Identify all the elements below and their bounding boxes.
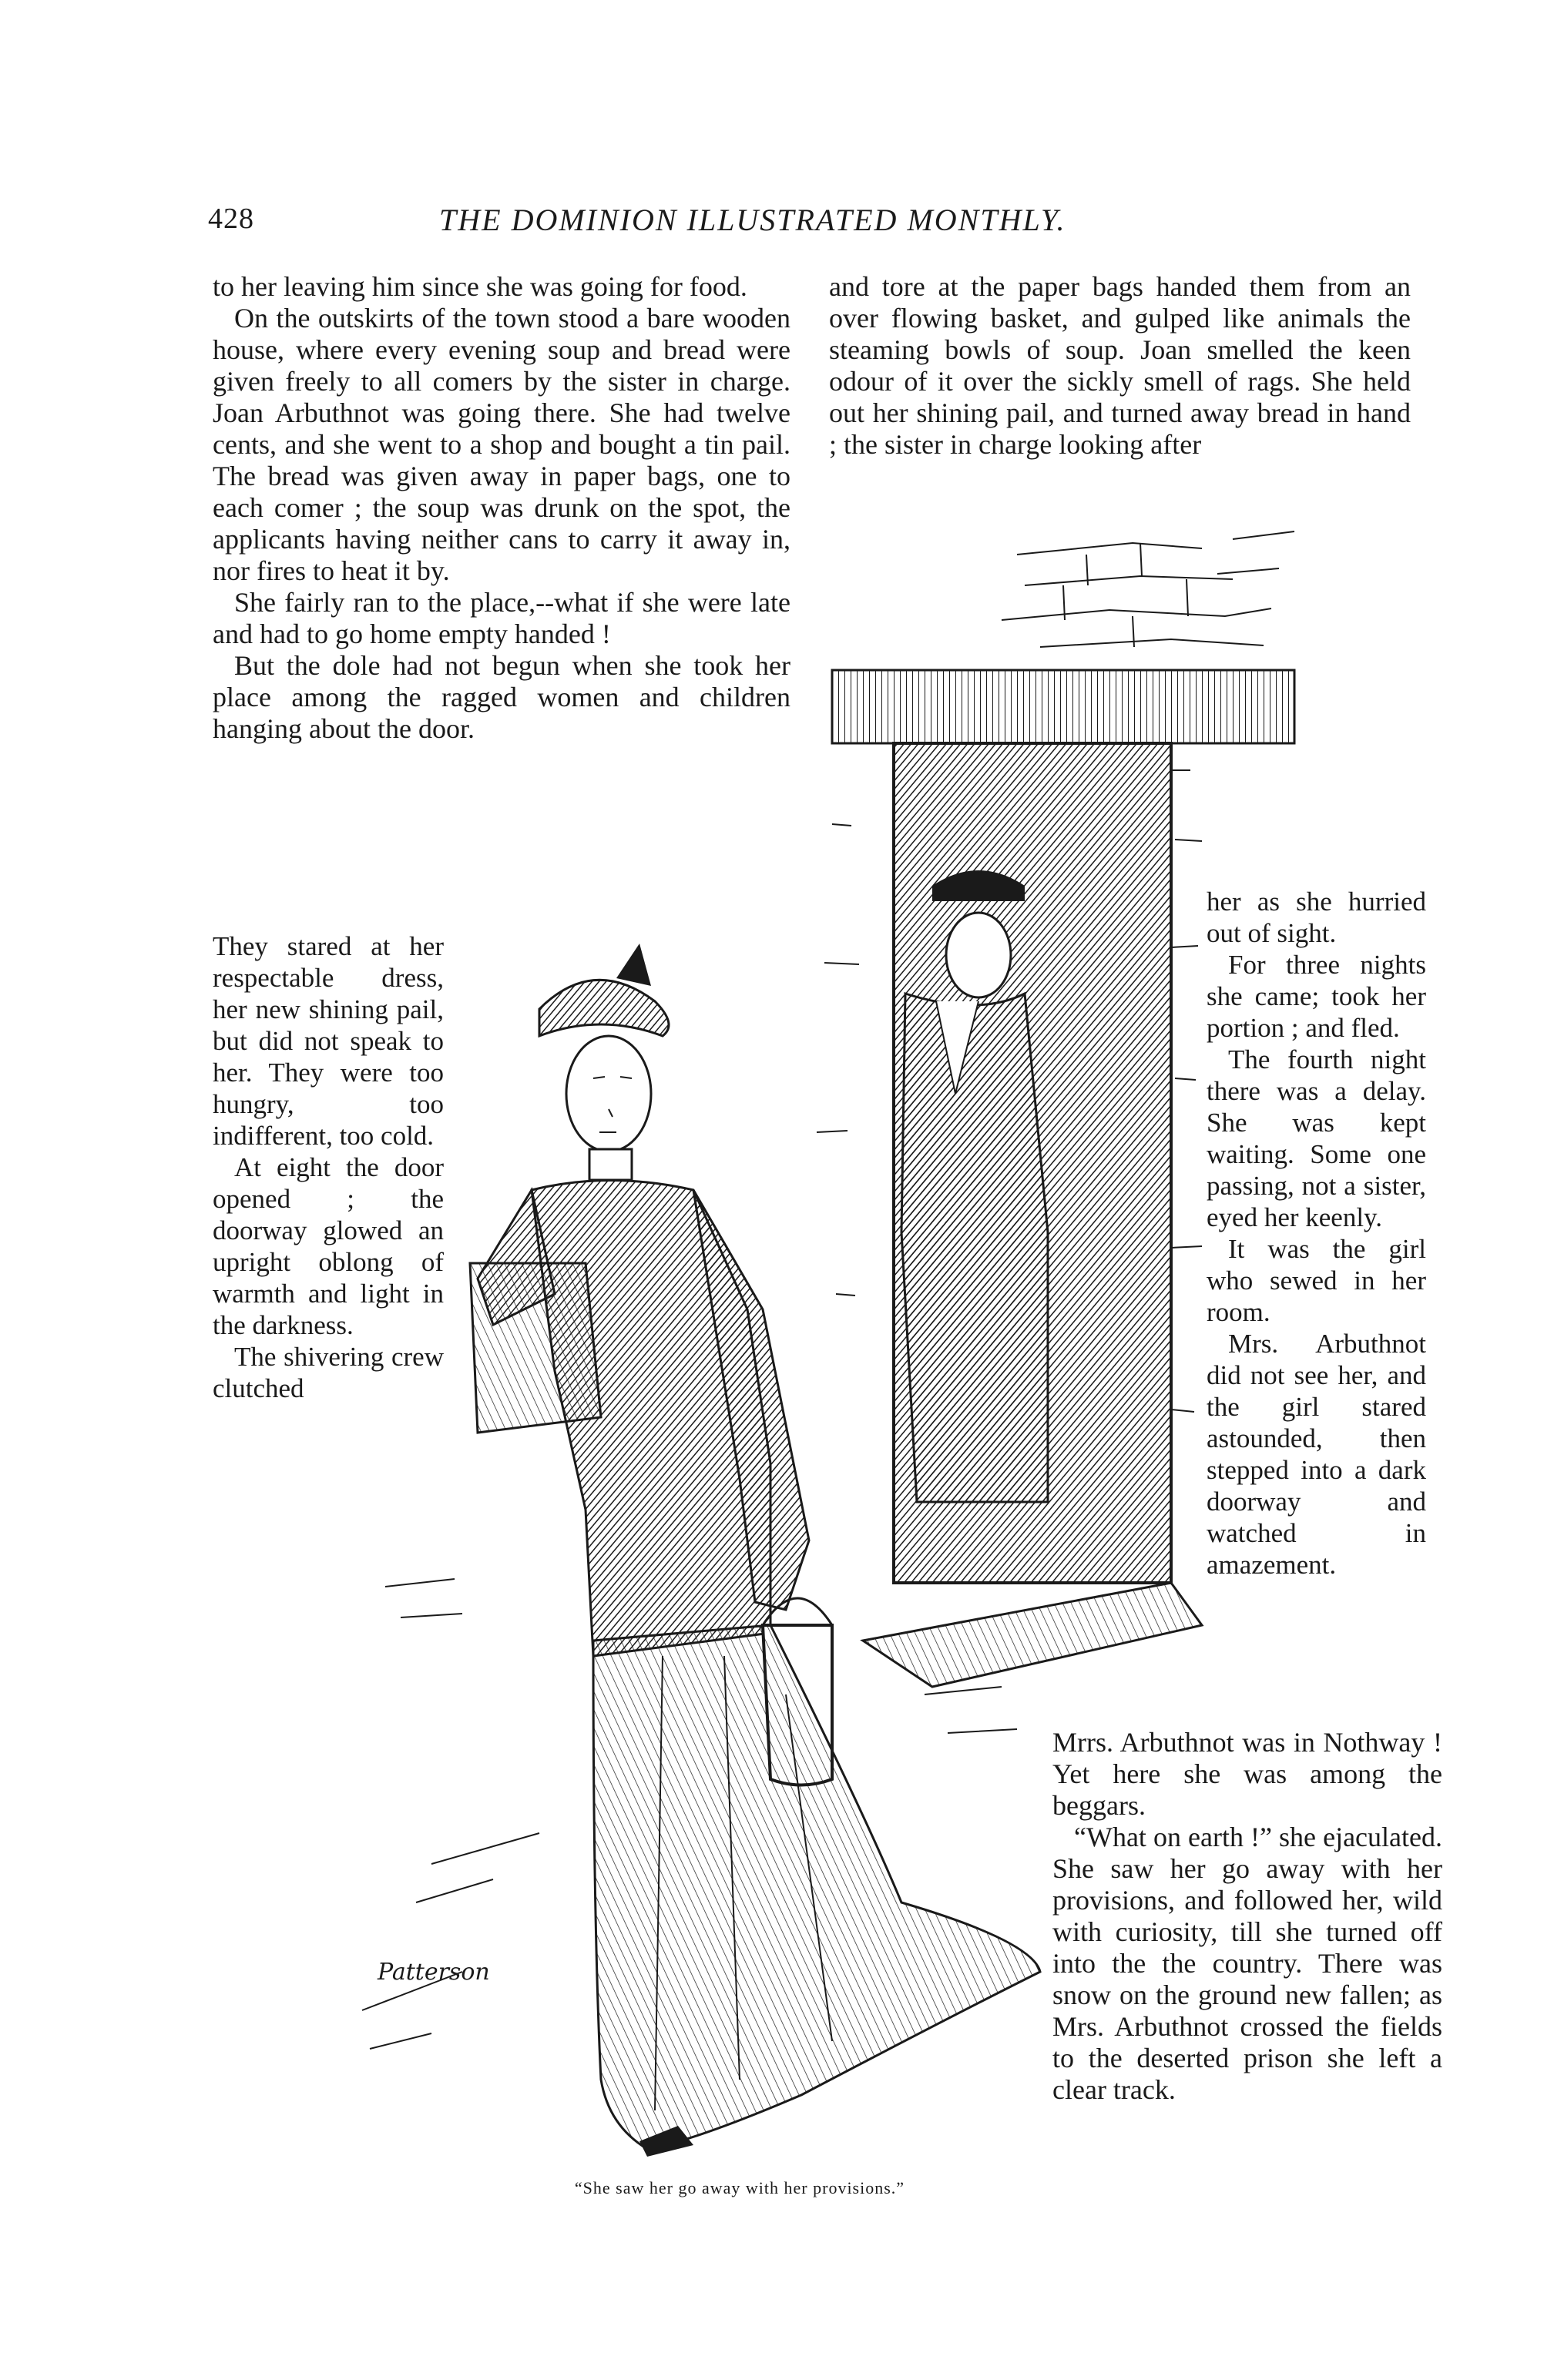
paragraph: The fourth night there was a delay. She was kept waiting. Some one passing, not a sister, eyed her keenly. (1207, 1044, 1426, 1232)
paragraph: Mrrs. Arbuthnot was in Nothway ! Yet here she was among the beggars. (1052, 1727, 1442, 1821)
paragraph: her as she hurried out of sight. (1207, 887, 1426, 948)
door-lintel (832, 670, 1294, 743)
paragraph: For three nights she came; took her portion ; and fled. (1207, 950, 1426, 1043)
paragraph: On the outskirts of the town stood a bare wooden house, where every evening soup and bread were given freely to all comers by the sister in charge. Joan Arbuthnot was going there. She had twelve cents, and she went to a shop and bought a tin pail. The bread was given away in paper bags, one to each comer ; the soup was drunk on the spot, the applicants having neither cans to carry it away in, nor fires to heat it by. (213, 303, 790, 586)
paragraph: It was the girl who sewed in her room. (1207, 1234, 1426, 1327)
illustration-caption: “She saw her go away with her provisions.” (574, 2178, 905, 2197)
paragraph: The shivering crew clutched (213, 1342, 444, 1403)
artist-signature: Patterson (378, 1959, 490, 1986)
brick-wall (1002, 531, 1294, 647)
door-step (863, 1583, 1202, 1687)
paragraph: Mrs. Arbuthnot did not see her, and the girl stared astounded, then stepped into a dark doorway and watched in amazement. (1207, 1329, 1426, 1580)
paragraph: “What on earth !” she ejaculated. She saw her go away with her provisions, and followed her, wild with curiosity, till she turned off into the the country. There was snow on the ground new fallen; as Mrs. Arbuthnot crossed the fields to the deserted prison she left a clear track. (1052, 1822, 1442, 2105)
paragraph: to her leaving him since she was going for food. (213, 271, 747, 302)
paragraph: But the dole had not begun when she took her place among the ragged women and children hanging about the door. (213, 650, 790, 744)
paragraph: and tore at the paper bags handed them from an over flowing basket, and gulped like animals the steaming bowls of soup. Joan smelled the keen odour of it over the sickly smell of rags. She held out her shining pail, and turned away bread in hand ; the sister in charge looking after (829, 271, 1411, 460)
page-number: 428 (208, 203, 254, 235)
paragraph: They stared at her respectable dress, her new shining pail, but did not speak to her. They were too hungry, too indifferent, too cold. (213, 931, 444, 1151)
paragraph: At eight the door opened ; the doorway glowed an upright oblong of warmth and light in the darkness. (213, 1152, 444, 1340)
paragraph: She fairly ran to the place,--what if she were late and had to go home empty handed ! (213, 587, 790, 649)
running-title: THE DOMINION ILLUSTRATED MONTHLY. (439, 203, 1066, 237)
